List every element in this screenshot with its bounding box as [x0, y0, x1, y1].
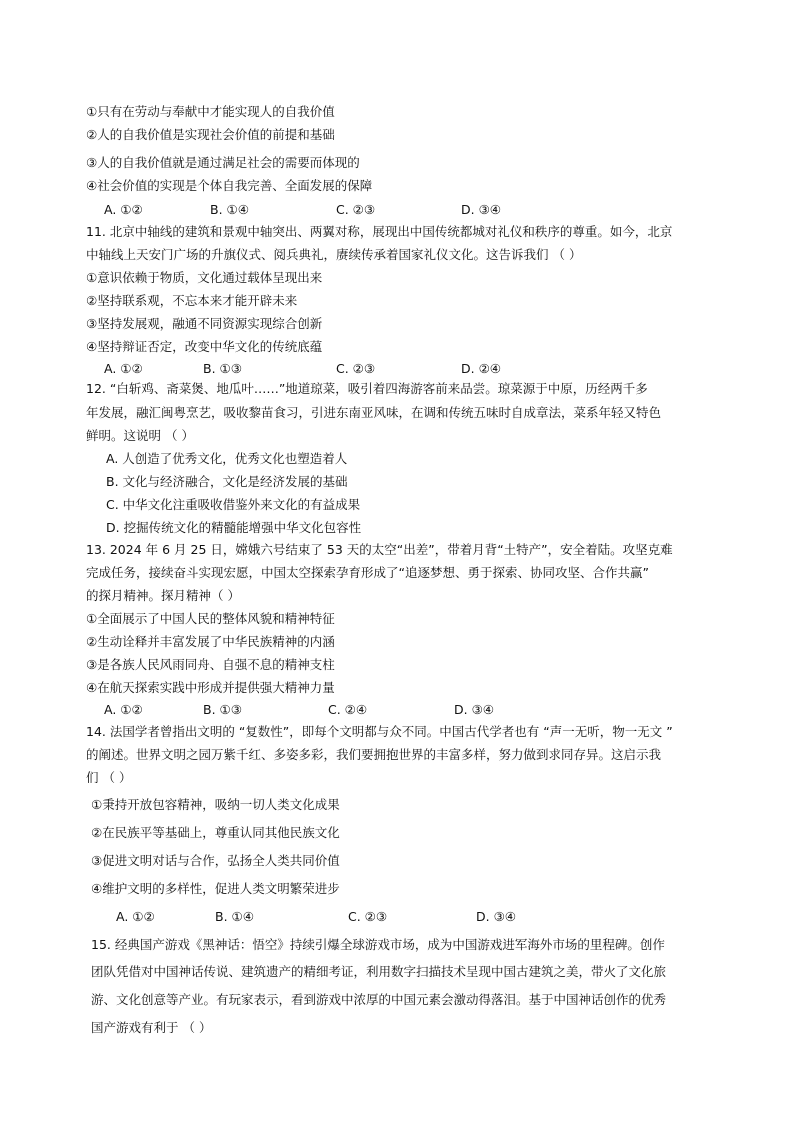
q15-stem-line-2: 团队凭借对中国神话传说、建筑遗产的精细考证，利用数字扫描技术呈现中国古建筑之美，带火了文化旅	[91, 964, 667, 979]
q10-option-a[interactable]: A. ①②	[104, 202, 143, 217]
q15-stem-line-1: 15. 经典国产游戏《黑神话：悟空》持续引爆全球游戏市场，成为中国游戏进军海外市场的里程碑。创作	[91, 937, 665, 952]
q10-item-1: ①只有在劳动与奉献中才能实现人的自我价值	[86, 104, 335, 119]
q14-item-1: ①秉持开放包容精神，吸纳一切人类文化成果	[91, 797, 340, 812]
q10-item-3: ③人的自我价值就是通过满足社会的需要而体现的	[86, 155, 360, 170]
q13-option-d[interactable]: D. ③④	[454, 702, 494, 717]
q10-item-2: ②人的自我价值是实现社会价值的前提和基础	[86, 127, 335, 142]
q12-option-b[interactable]: B. 文化与经济融合，文化是经济发展的基础	[106, 474, 348, 489]
q13-option-c[interactable]: C. ②④	[328, 702, 368, 717]
q15-stem-line-3: 游、文化创意等产业。有玩家表示，看到游戏中浓厚的中国元素会激动得落泪。基于中国神话创作的优秀	[91, 992, 667, 1007]
q10-option-c[interactable]: C. ②③	[336, 202, 376, 217]
q14-stem-line-1: 14. 法国学者曾指出文明的 “复数性”，即每个文明都与众不同。中国古代学者也有 “声一无听，物一无文 ”	[86, 724, 673, 739]
q13-option-b[interactable]: B. ①③	[203, 702, 242, 717]
q11-item-3: ③坚持发展观，融通不同资源实现综合创新	[86, 316, 323, 331]
q10-option-b[interactable]: B. ①④	[210, 202, 249, 217]
q13-stem-line-3: 的探月精神。探月精神（ ）	[86, 588, 240, 603]
q12-option-a[interactable]: A. 人创造了优秀文化，优秀文化也塑造着人	[106, 451, 348, 466]
q14-stem-line-3: 们 （ ）	[86, 770, 132, 785]
q10-option-d[interactable]: D. ③④	[461, 202, 501, 217]
q14-option-a[interactable]: A. ①②	[116, 909, 155, 924]
q14-option-d[interactable]: D. ③④	[476, 909, 516, 924]
q12-stem-line-2: 年发展，融汇闽粤烹艺，吸收黎苗食习，引进东南亚风味，在调和传统五味时自成章法，菜系年轻又特色	[86, 405, 662, 420]
q13-stem-line-1: 13. 2024 年 6 月 25 日，嫦娥六号结束了 53 天的太空“出差”，带着月背“土特产”，安全着陆。攻坚克难	[86, 542, 673, 557]
q11-item-1: ①意识依赖于物质，文化通过载体呈现出来	[86, 270, 323, 285]
q11-stem-line-1: 11. 北京中轴线的建筑和景观中轴突出、两翼对称，展现出中国传统都城对礼仪和秩序的尊重。如今，北京	[86, 224, 673, 239]
q11-stem-line-2: 中轴线上天安门广场的升旗仪式、阅兵典礼，赓续传承着国家礼仪文化。这告诉我们 （ ）	[86, 247, 582, 262]
q11-item-2: ②坚持联系观，不忘本来才能开辟未来	[86, 293, 298, 308]
q12-stem-line-1: 12. “白斩鸡、斋菜煲、地瓜叶……”地道琼菜，吸引着四海游客前来品尝。琼菜源于中原，历经两千多	[86, 381, 648, 396]
q14-option-b[interactable]: B. ①④	[215, 909, 254, 924]
q14-item-3: ③促进文明对话与合作，弘扬全人类共同价值	[91, 853, 340, 868]
q11-item-4: ④坚持辩证否定，改变中华文化的传统底蕴	[86, 339, 323, 354]
q13-item-4: ④在航天探索实践中形成并提供强大精神力量	[86, 680, 335, 695]
q10-item-4: ④社会价值的实现是个体自我完善、全面发展的保障	[86, 178, 373, 193]
q12-stem-line-3: 鲜明。这说明 （ ）	[86, 428, 194, 443]
q13-stem-line-2: 完成任务，接续奋斗实现宏愿，中国太空探索孕育形成了“追逐梦想、勇于探索、协同攻坚、合作共赢”	[86, 565, 649, 580]
q14-stem-line-2: 的阐述。世界文明之园万紫千红、多姿多彩，我们要拥抱世界的丰富多样，努力做到求同存异。这启示我	[86, 747, 662, 762]
q11-option-c[interactable]: C. ②③	[336, 361, 376, 376]
q13-item-3: ③是各族人民风雨同舟、自强不息的精神支柱	[86, 657, 335, 672]
q13-item-2: ②生动诠释并丰富发展了中华民族精神的内涵	[86, 634, 335, 649]
q13-item-1: ①全面展示了中国人民的整体风貌和精神特征	[86, 611, 335, 626]
q11-option-d[interactable]: D. ②④	[461, 361, 501, 376]
q13-option-a[interactable]: A. ①②	[104, 702, 143, 717]
q12-option-c[interactable]: C. 中华文化注重吸收借鉴外来文化的有益成果	[106, 497, 361, 512]
q14-item-2: ②在民族平等基础上，尊重认同其他民族文化	[91, 825, 340, 840]
q15-stem-line-4: 国产游戏有利于 （ ）	[91, 1020, 212, 1035]
q11-option-a[interactable]: A. ①②	[104, 361, 143, 376]
q14-option-c[interactable]: C. ②③	[348, 909, 388, 924]
q12-option-d[interactable]: D. 挖掘传统文化的精髓能增强中华文化包容性	[106, 520, 362, 535]
q11-option-b[interactable]: B. ①③	[203, 361, 242, 376]
q14-item-4: ④维护文明的多样性，促进人类文明繁荣进步	[91, 881, 340, 896]
